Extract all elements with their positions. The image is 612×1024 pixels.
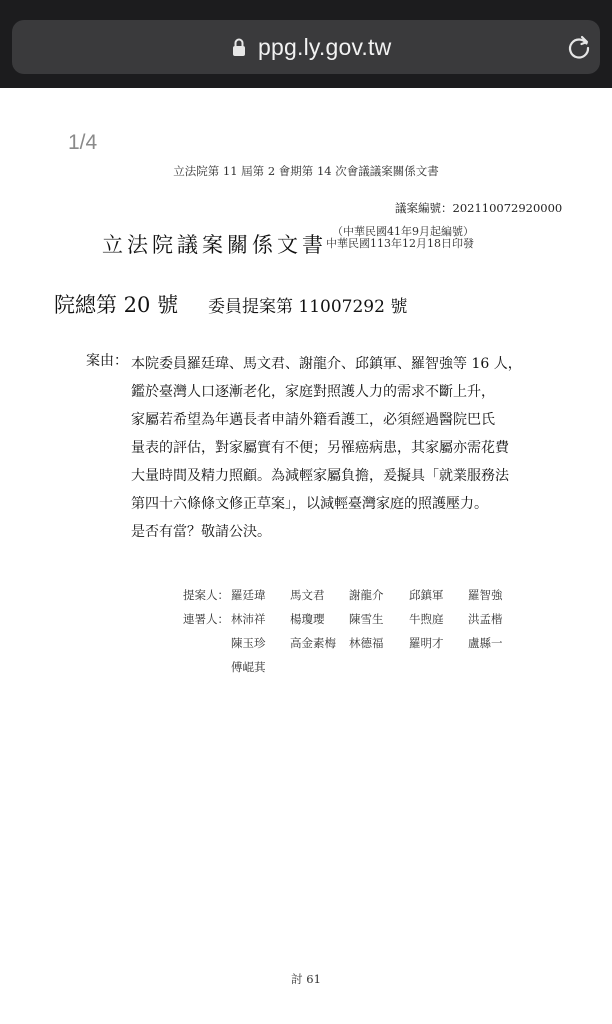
cosigner-name: 陳玉珍 bbox=[231, 636, 266, 650]
cosigner-name: 傅崐萁 bbox=[231, 660, 266, 674]
reload-icon[interactable] bbox=[565, 33, 593, 61]
reason-line: 大量時間及精力照顧。為減輕家屬負擔，爰擬具「就業服務法 bbox=[131, 468, 509, 484]
url-text[interactable]: ppg.ly.gov.tw bbox=[258, 34, 392, 60]
reason-line: 本院委員羅廷瑋、馬文君、謝龍介、邱鎮軍、羅智強等 16 人， bbox=[131, 356, 522, 372]
cosigner-name: 高金素梅 bbox=[290, 636, 336, 650]
reason-line: 量表的評估，對家屬實有不便；另罹癌病患，其家屬亦需花費 bbox=[131, 440, 509, 456]
reason-line: 家屬若希望為年邁長者申請外籍看護工，必須經過醫院巴氏 bbox=[131, 412, 495, 428]
member-proposal-number: 委員提案第 11007292 號 bbox=[208, 297, 408, 317]
cosigners-label: 連署人： bbox=[183, 612, 229, 626]
document-title: 立法院議案關係文書 bbox=[102, 233, 327, 257]
document-dates bbox=[326, 226, 474, 250]
cosigner-name: 牛煦庭 bbox=[409, 612, 444, 626]
proposer-name: 羅智強 bbox=[468, 588, 503, 602]
proposer-name: 馬文君 bbox=[290, 588, 325, 602]
reason-line: 第四十六條條文修正草案」，以減輕臺灣家庭的照護壓力。 bbox=[131, 496, 488, 512]
numbering-note: （中華民國41年9月起編號） bbox=[332, 225, 474, 238]
address-bar[interactable] bbox=[12, 20, 600, 74]
cosigner-name: 林德福 bbox=[349, 636, 384, 650]
reason-body bbox=[131, 350, 561, 546]
cosigner-name: 羅明才 bbox=[409, 636, 444, 650]
cosigner-name: 洪孟楷 bbox=[468, 612, 503, 626]
yuan-number: 院總第 20 號 bbox=[54, 293, 179, 317]
proposer-name: 羅廷瑋 bbox=[231, 588, 266, 602]
lock-icon bbox=[232, 37, 246, 57]
cosigner-name: 盧縣一 bbox=[468, 636, 503, 650]
signatories bbox=[183, 587, 543, 677]
cosigner-name: 林沛祥 bbox=[231, 612, 266, 626]
bill-number: 議案編號：202110072920000 bbox=[395, 201, 563, 215]
print-date: 中華民國113年12月18日印發 bbox=[326, 237, 474, 250]
cosigner-name: 陳雪生 bbox=[349, 612, 384, 626]
browser-top-bar bbox=[0, 0, 612, 88]
proposers-label: 提案人： bbox=[183, 588, 229, 602]
page-indicator: 1/4 bbox=[68, 131, 98, 154]
reason-line: 鑑於臺灣人口逐漸老化，家庭對照護人力的需求不斷上升， bbox=[131, 384, 495, 400]
proposer-name: 邱鎮軍 bbox=[409, 588, 444, 602]
page-footer: 討 61 bbox=[291, 972, 321, 986]
reason-label: 案由： bbox=[86, 353, 128, 369]
reason-line: 是否有當？敬請公決。 bbox=[131, 524, 271, 540]
proposer-name: 謝龍介 bbox=[349, 588, 384, 602]
cosigner-name: 楊瓊瓔 bbox=[290, 612, 325, 626]
meeting-header: 立法院第 11 屆第 2 會期第 14 次會議議案關係文書 bbox=[173, 164, 439, 178]
